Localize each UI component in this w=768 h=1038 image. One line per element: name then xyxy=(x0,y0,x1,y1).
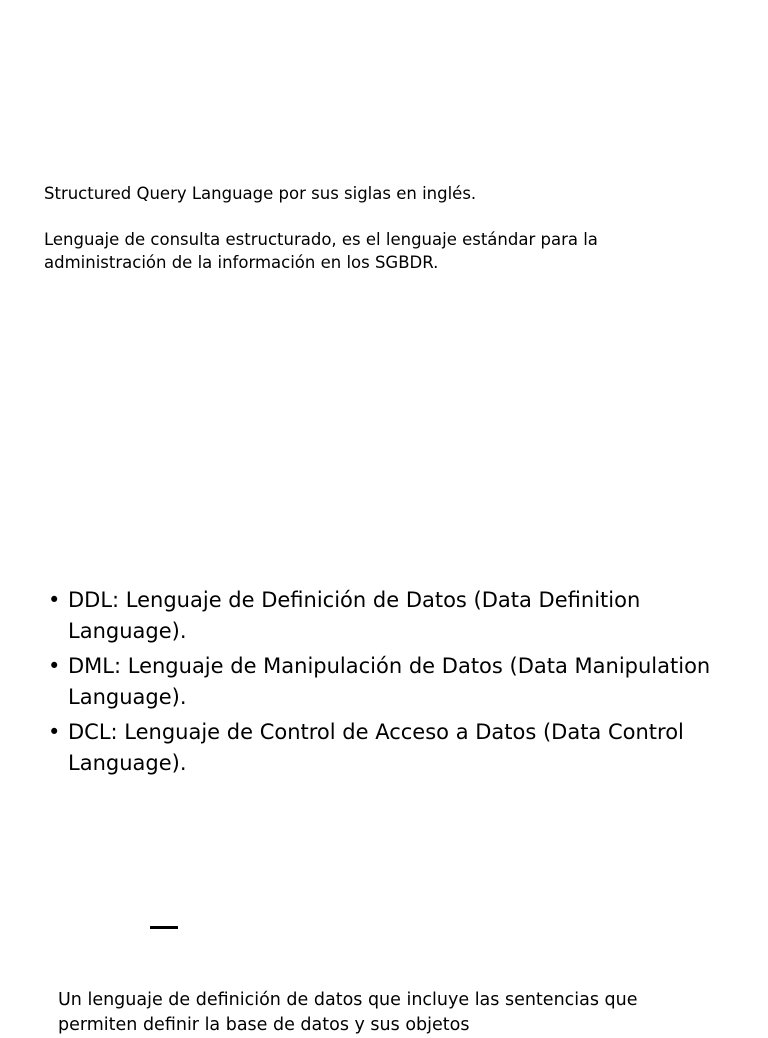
sql-subsets-list xyxy=(48,585,728,783)
list-item-text: DCL: Lenguaje de Control de Acceso a Datos (Data Control Language). xyxy=(68,720,684,775)
list-item-ddl xyxy=(48,585,728,647)
ddl-definition-line-1: Un lenguaje de definición de datos que incluye las sentencias que xyxy=(58,990,638,1010)
bullet-icon: • xyxy=(48,588,61,612)
ddl-definition-text xyxy=(58,988,748,1038)
intro-paragraph-2: Lenguaje de consulta estructurado, es el lenguaje estándar para la administración de la información en los SGBDR. xyxy=(44,230,598,272)
intro-paragraph-1: Structured Query Language por sus siglas en inglés. xyxy=(44,184,477,203)
list-item-text: DDL: Lenguaje de Definición de Datos (Data Definition Language). xyxy=(68,588,641,643)
ddl-definition-line-2: permiten definir la base de datos y sus objetos xyxy=(58,1015,470,1035)
list-item-text: DML: Lenguaje de Manipulación de Datos (Data Manipulation Language). xyxy=(68,654,711,709)
dash-separator xyxy=(150,926,178,929)
list-item-dcl xyxy=(48,717,728,779)
intro-text-block xyxy=(44,182,724,274)
bullet-icon: • xyxy=(48,654,61,678)
list-item-dml xyxy=(48,651,728,713)
bullet-icon: • xyxy=(48,720,61,744)
